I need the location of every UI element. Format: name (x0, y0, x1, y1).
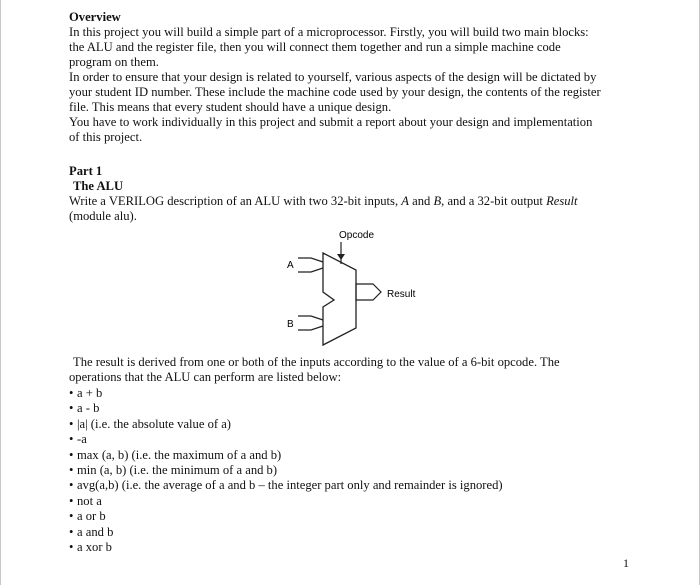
input-a-ref: A (401, 194, 409, 208)
list-item: • -a (69, 432, 87, 447)
list-item: • a and b (69, 524, 114, 539)
list-item: • a or b (69, 509, 106, 524)
opcode-label: Opcode (339, 230, 375, 241)
overview-line: In order to ensure that your design is related to yourself, various aspects of the design will be dictated by (69, 70, 597, 84)
operations-list (69, 386, 503, 555)
part1-description-line: Write a VERILOG description of an ALU with two 32-bit inputs, A and B, and a 32-bit output Result (69, 194, 578, 208)
result-bus (356, 284, 381, 300)
list-item: • min (a, b) (i.e. the minimum of a and b) (69, 463, 278, 478)
part1-description-line2: (module alu). (69, 209, 137, 223)
input-b-label: B (287, 319, 294, 330)
list-item: • max (a, b) (i.e. the maximum of a and b) (69, 447, 282, 462)
overview-line: of this project. (69, 130, 143, 144)
overview-line: In this project you will build a simple part of a microprocessor. Firstly, you will build two main blocks: (69, 25, 589, 39)
alu-shape (323, 253, 356, 345)
overview-heading: Overview (69, 10, 121, 24)
part1-heading: Part 1 (69, 164, 103, 178)
list-item: • a xor b (69, 540, 112, 555)
list-item: • not a (69, 493, 102, 508)
list-item: • a + b (69, 386, 103, 400)
output-result-ref: Result (546, 194, 578, 208)
opcode-arrow-icon (337, 254, 345, 260)
input-a-bus (298, 258, 323, 262)
overview-line: program on them. (69, 55, 159, 69)
operations-intro: The result is derived from one or both of the inputs according to the value of a 6-bit opcode. The operations that the ALU can perform are listed below: (69, 355, 560, 384)
input-a-label: A (287, 260, 294, 271)
input-b-ref: B (433, 194, 442, 208)
page-number: 1 (623, 556, 629, 570)
part1-subheading: The ALU (73, 179, 124, 193)
result-label: Result (387, 289, 416, 300)
list-item: • avg(a,b) (i.e. the average of a and b – the integer part only and remainder is ignored) (69, 478, 503, 493)
overview-line: the ALU and the register file, then you will connect them together and run a simple machine code (69, 40, 561, 54)
list-item: • a - b (69, 401, 100, 416)
part1-section (69, 164, 639, 224)
overview-section (69, 10, 639, 145)
overview-line: your student ID number. These include the machine code used by your design, the contents of the register (69, 85, 601, 99)
overview-line: file. This means that every student should have a unique design. (69, 100, 392, 114)
overview-line: You have to work individually in this project and submit a report about your design and implementation (69, 115, 593, 129)
input-b-bus (298, 316, 323, 320)
list-item: • |a| (i.e. the absolute value of a) (69, 416, 232, 431)
